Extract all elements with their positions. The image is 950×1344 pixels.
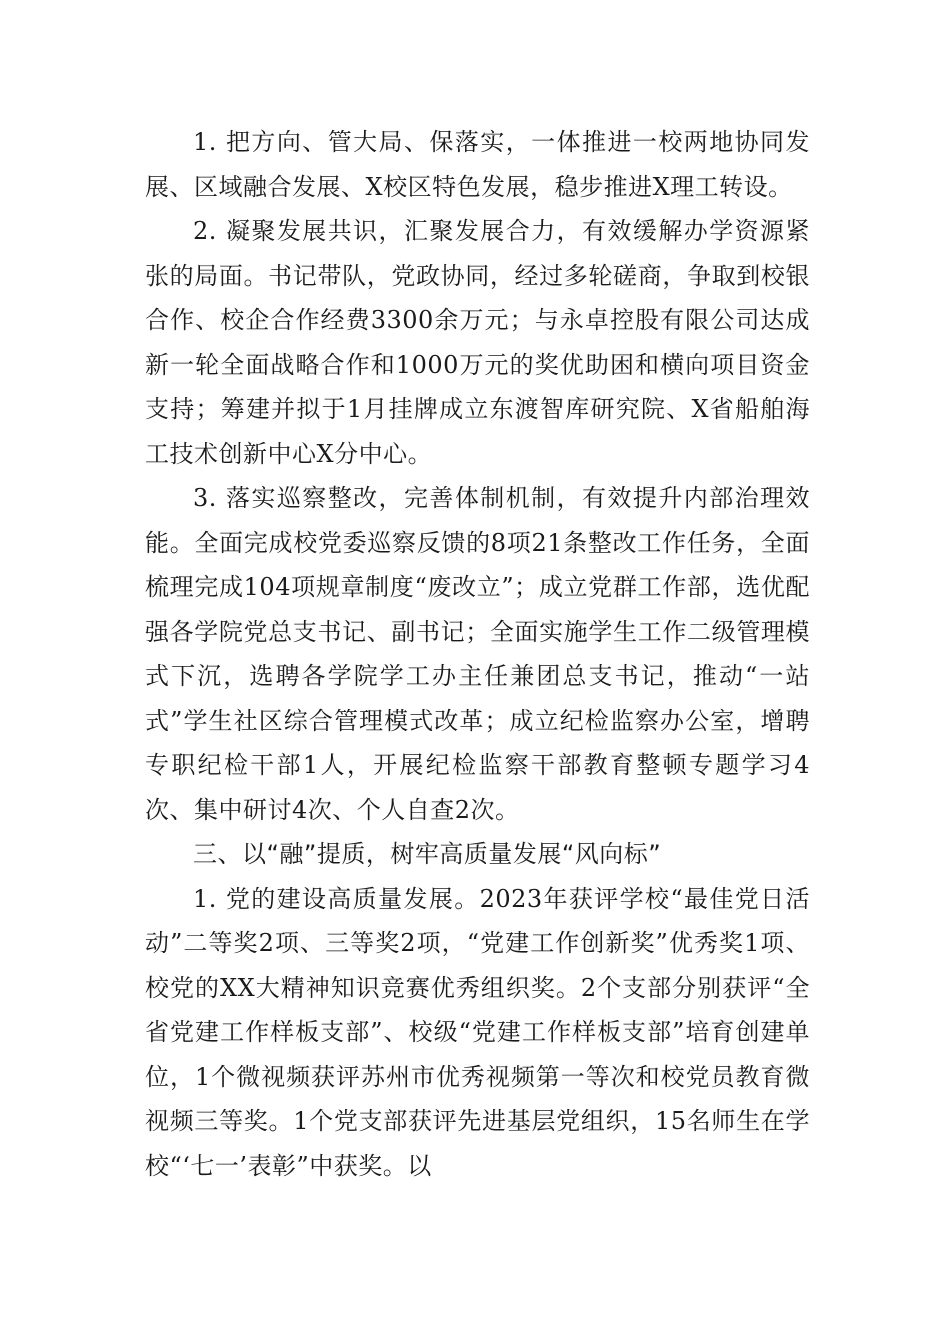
paragraph-1: 1. 把方向、管大局、保落实，一体推进一校两地协同发展、区域融合发展、X校区特色发展，稳步推进X理工转设。 [145,128,810,201]
paragraph-3: 3. 落实巡察整改，完善体制机制，有效提升内部治理效能。全面完成校党委巡察反馈的8项21条整改工作任务，全面梳理完成104项规章制度“废改立”；成立党群工作部，选优配强各学院党总支书记、副书记；全面实施学生工作二级管理模式下沉，选聘各学院学工办主任兼团总支书记，推动“一站式”学生社区综合管理模式改革；成立纪检监察办公室，增聘专职纪检干部1人，开展纪检监察干部教育整顿专题学习4次、集中研讨4次、个人自查2次。 [145,484,810,824]
paragraph-4: 1. 党的建设高质量发展。2023年获评学校“最佳党日活动”二等奖2项、三等奖2项，“党建工作创新奖”优秀奖1项、校党的XX大精神知识竞赛优秀组织奖。2个支部分别获评“全省党建工作样板支部”、校级“党建工作样板支部”培育创建单位，1个微视频获评苏州市优秀视频第一等次和校党员教育微视频三等奖。1个党支部获评先进基层党组织，15名师生在学校“‘七一’表彰”中获奖。以 [145,884,810,1180]
paragraph-2: 2. 凝聚发展共识，汇聚发展合力，有效缓解办学资源紧张的局面。书记带队，党政协同，经过多轮磋商，争取到校银合作、校企合作经费3300余万元；与永卓控股有限公司达成新一轮全面战略合作和1000万元的奖优助困和横向项目资金支持；筹建并拟于1月挂牌成立东渡智库研究院、X省船舶海工技术创新中心X分中心。 [145,217,810,468]
section-heading: 三、以“融”提质，树牢高质量发展“风向标” [193,840,662,868]
document-body [145,120,810,1188]
